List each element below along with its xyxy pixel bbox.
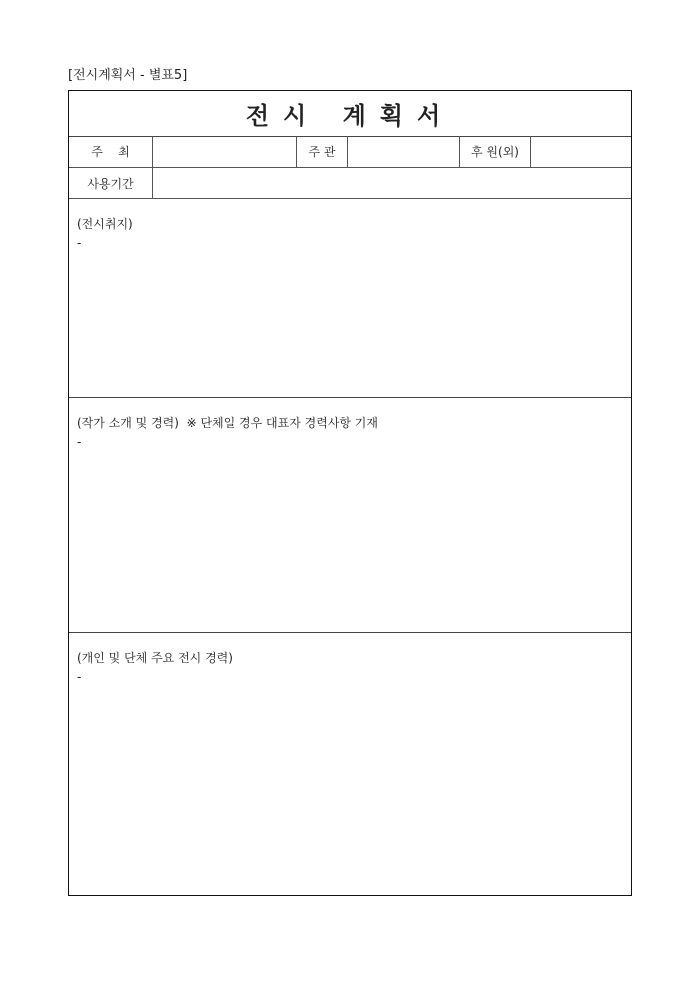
form-title: 전시 계획서 bbox=[69, 91, 631, 137]
section-heading: (전시취지) bbox=[77, 217, 133, 231]
organizer-field[interactable] bbox=[348, 136, 460, 168]
section-body: - bbox=[77, 236, 82, 250]
form-caption: [전시계획서 - 별표5] bbox=[68, 68, 188, 83]
host-label: 주 최 bbox=[69, 136, 153, 168]
section-exhibition-history[interactable] bbox=[69, 633, 631, 895]
period-label: 사용기간 bbox=[69, 168, 153, 199]
organizer-label: 주 관 bbox=[297, 136, 348, 168]
section-body: - bbox=[77, 435, 82, 449]
host-field[interactable] bbox=[153, 136, 297, 168]
section-body: - bbox=[77, 670, 82, 684]
sponsor-field[interactable] bbox=[531, 136, 631, 168]
section-heading: (개인 및 단체 주요 전시 경력) bbox=[77, 651, 233, 665]
period-field[interactable] bbox=[153, 168, 631, 199]
section-artist-intro[interactable] bbox=[69, 398, 631, 633]
section-heading: (작가 소개 및 경력) ※ 단체일 경우 대표자 경력사항 기재 bbox=[77, 416, 378, 430]
plan-form bbox=[68, 90, 632, 896]
sponsor-label: 후 원(외) bbox=[460, 136, 531, 168]
section-exhibition-purpose[interactable] bbox=[69, 199, 631, 398]
